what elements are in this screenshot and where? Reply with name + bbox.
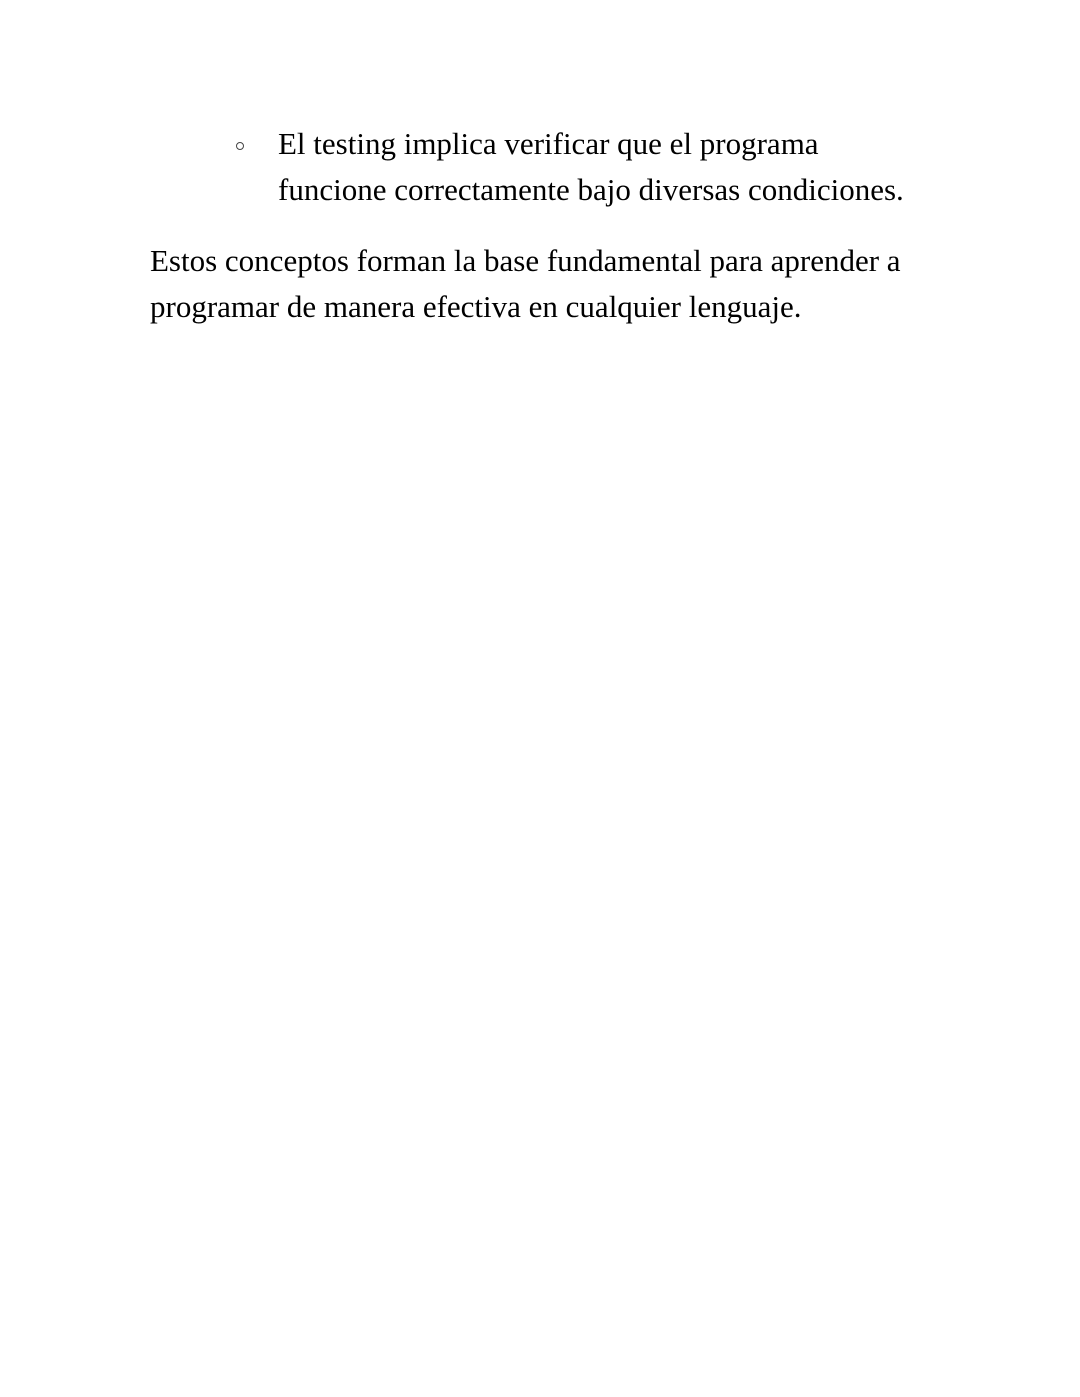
list-item — [0, 121, 958, 213]
paragraph-line-2: programar de manera efectiva en cualquier lenguaje. — [150, 289, 802, 324]
sub-bullet-list — [0, 121, 1080, 213]
paragraph-line-1: Estos conceptos forman la base fundamental para aprender a — [150, 243, 901, 278]
list-item-text-line-2: funcione correctamente bajo diversas condiciones. — [278, 172, 904, 207]
list-item-text-line-1: El testing implica verificar que el programa — [278, 126, 819, 161]
body-paragraph — [150, 238, 950, 330]
hollow-circle-bullet-icon — [236, 142, 244, 150]
